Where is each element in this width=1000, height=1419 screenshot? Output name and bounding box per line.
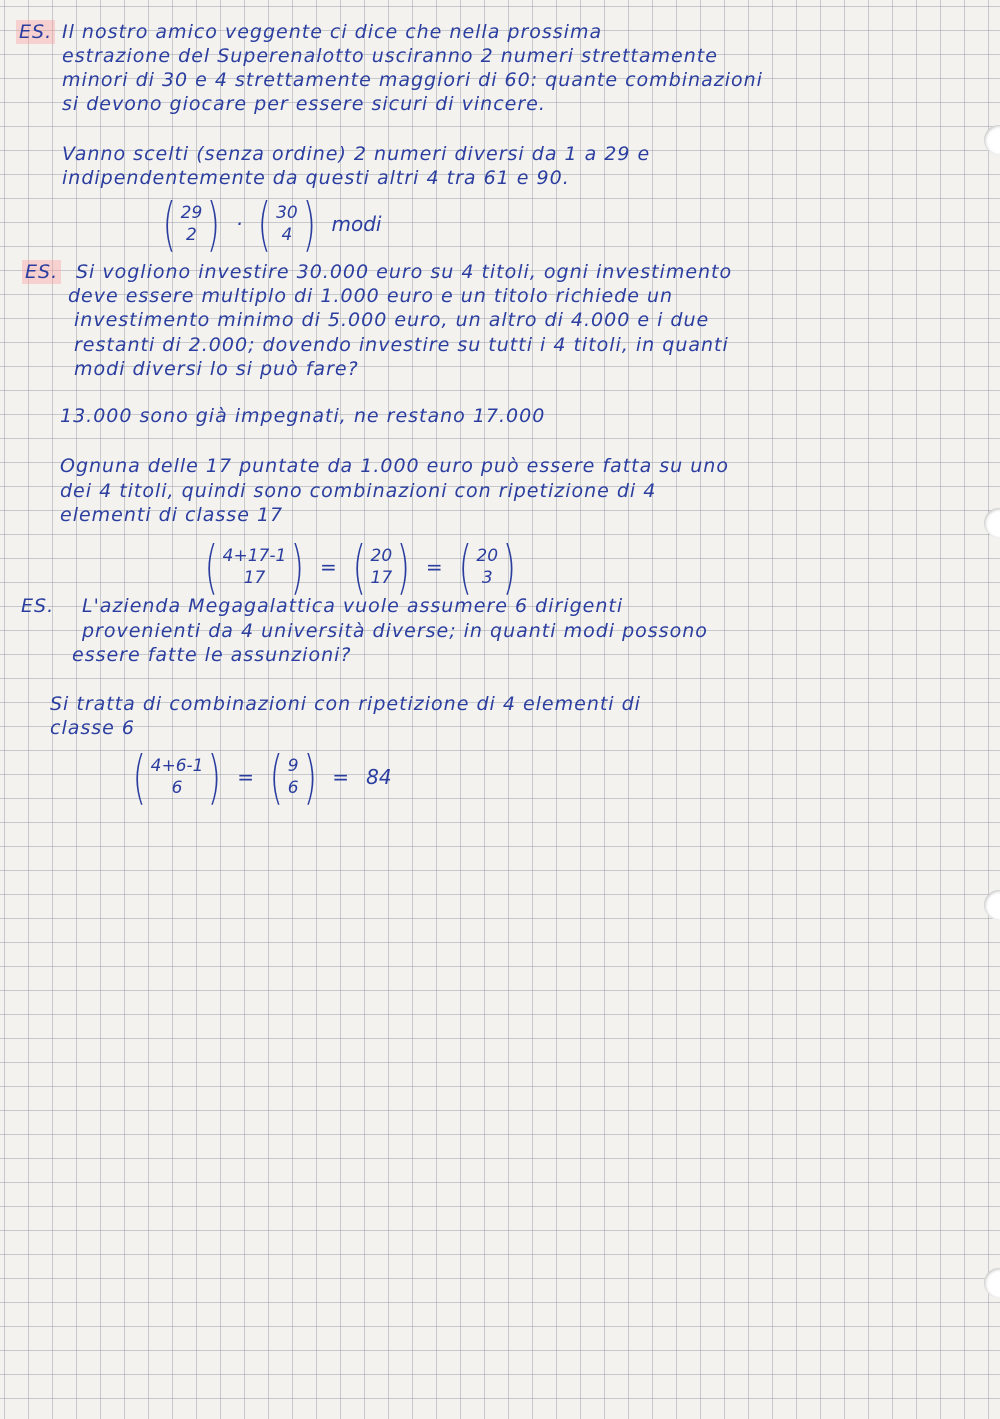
solution-line: Vanno scelti (senza ordine) 2 numeri diversi da 1 a 29 e (62, 143, 651, 165)
binomial-bottom: 3 (481, 568, 493, 588)
formula-2 (200, 533, 521, 601)
solution-line: 13.000 sono già impegnati, ne restano 17.000 (60, 405, 546, 427)
binomial-coefficient: ( 29 2 ) (162, 190, 221, 258)
binder-hole (984, 125, 1000, 155)
equals-sign: = (237, 765, 254, 789)
formula-result: 84 (366, 765, 392, 789)
binomial-top: 29 (180, 203, 203, 223)
problem-line: L'azienda Megagalattica vuole assumere 6 dirigenti (82, 595, 624, 617)
problem-line: minori di 30 e 4 strettamente maggiori di 60: quante combinazioni (62, 69, 763, 91)
binomial-bottom: 17 (243, 568, 266, 588)
problem-line: Il nostro amico veggente ci dice che nella prossima (62, 21, 603, 43)
binder-hole (984, 508, 1000, 538)
solution-line: Ognuna delle 17 puntate da 1.000 euro può essere fatta su uno (60, 455, 729, 477)
equals-sign: = (320, 555, 337, 579)
solution-line: dei 4 titoli, quindi sono combinazioni con ripetizione di 4 (60, 480, 657, 502)
binomial-coefficient: ( 30 4 ) (257, 190, 316, 258)
binomial-coefficient: ( 20 17 ) (352, 533, 411, 601)
solution-line: Si tratta di combinazioni con ripetizione di 4 elementi di (50, 693, 641, 715)
formula-1 (158, 190, 387, 258)
binder-hole (984, 1268, 1000, 1298)
binomial-top: 20 (370, 546, 393, 566)
solution-line: classe 6 (50, 717, 135, 739)
problem-line: investimento minimo di 5.000 euro, un altro di 4.000 e i due (74, 309, 710, 331)
binomial-coefficient: ( 20 3 ) (458, 533, 517, 601)
binomial-coefficient: ( 9 6 ) (269, 743, 317, 811)
binomial-coefficient: ( 4+6-1 6 ) (132, 743, 222, 811)
binomial-bottom: 4 (281, 225, 293, 245)
exercise-label: ES. (21, 595, 55, 617)
binomial-bottom: 2 (186, 225, 197, 245)
solution-line: elementi di classe 17 (60, 504, 284, 526)
binomial-bottom: 6 (287, 778, 299, 798)
problem-line: estrazione del Superenalotto usciranno 2 numeri strettamente (62, 45, 718, 67)
binomial-top: 30 (276, 203, 298, 223)
binomial-bottom: 17 (370, 568, 393, 588)
binomial-top: 20 (476, 546, 499, 566)
solution-line: indipendentemente da questi altri 4 tra 61 e 90. (62, 167, 570, 189)
problem-line: provenienti da 4 università diverse; in quanti modi possono (82, 620, 708, 642)
multiply-sign: · (236, 212, 243, 236)
problem-line: si devono giocare per essere sicuri di vincere. (62, 93, 546, 115)
equals-sign: = (425, 555, 443, 579)
problem-line: restanti di 2.000; dovendo investire su tutti i 4 titoli, in quanti (74, 334, 729, 356)
formula-suffix: modi (331, 212, 382, 236)
binomial-top: 9 (287, 756, 299, 776)
equals-sign: = (332, 765, 350, 789)
binomial-top: 4+6-1 (150, 756, 204, 776)
exercise-label: ES. (22, 260, 61, 284)
problem-line: modi diversi lo si può fare? (74, 358, 359, 380)
problem-line: essere fatte le assunzioni? (72, 644, 352, 666)
problem-line: deve essere multiplo di 1.000 euro e un titolo richiede un (68, 285, 674, 307)
binomial-bottom: 6 (171, 778, 183, 798)
problem-line: Si vogliono investire 30.000 euro su 4 titoli, ogni investimento (76, 261, 733, 283)
formula-3 (128, 743, 398, 811)
exercise-label: ES. (16, 20, 55, 44)
binomial-top: 4+17-1 (222, 546, 287, 566)
binder-hole (984, 890, 1000, 920)
binomial-coefficient: ( 4+17-1 17 ) (204, 533, 305, 601)
